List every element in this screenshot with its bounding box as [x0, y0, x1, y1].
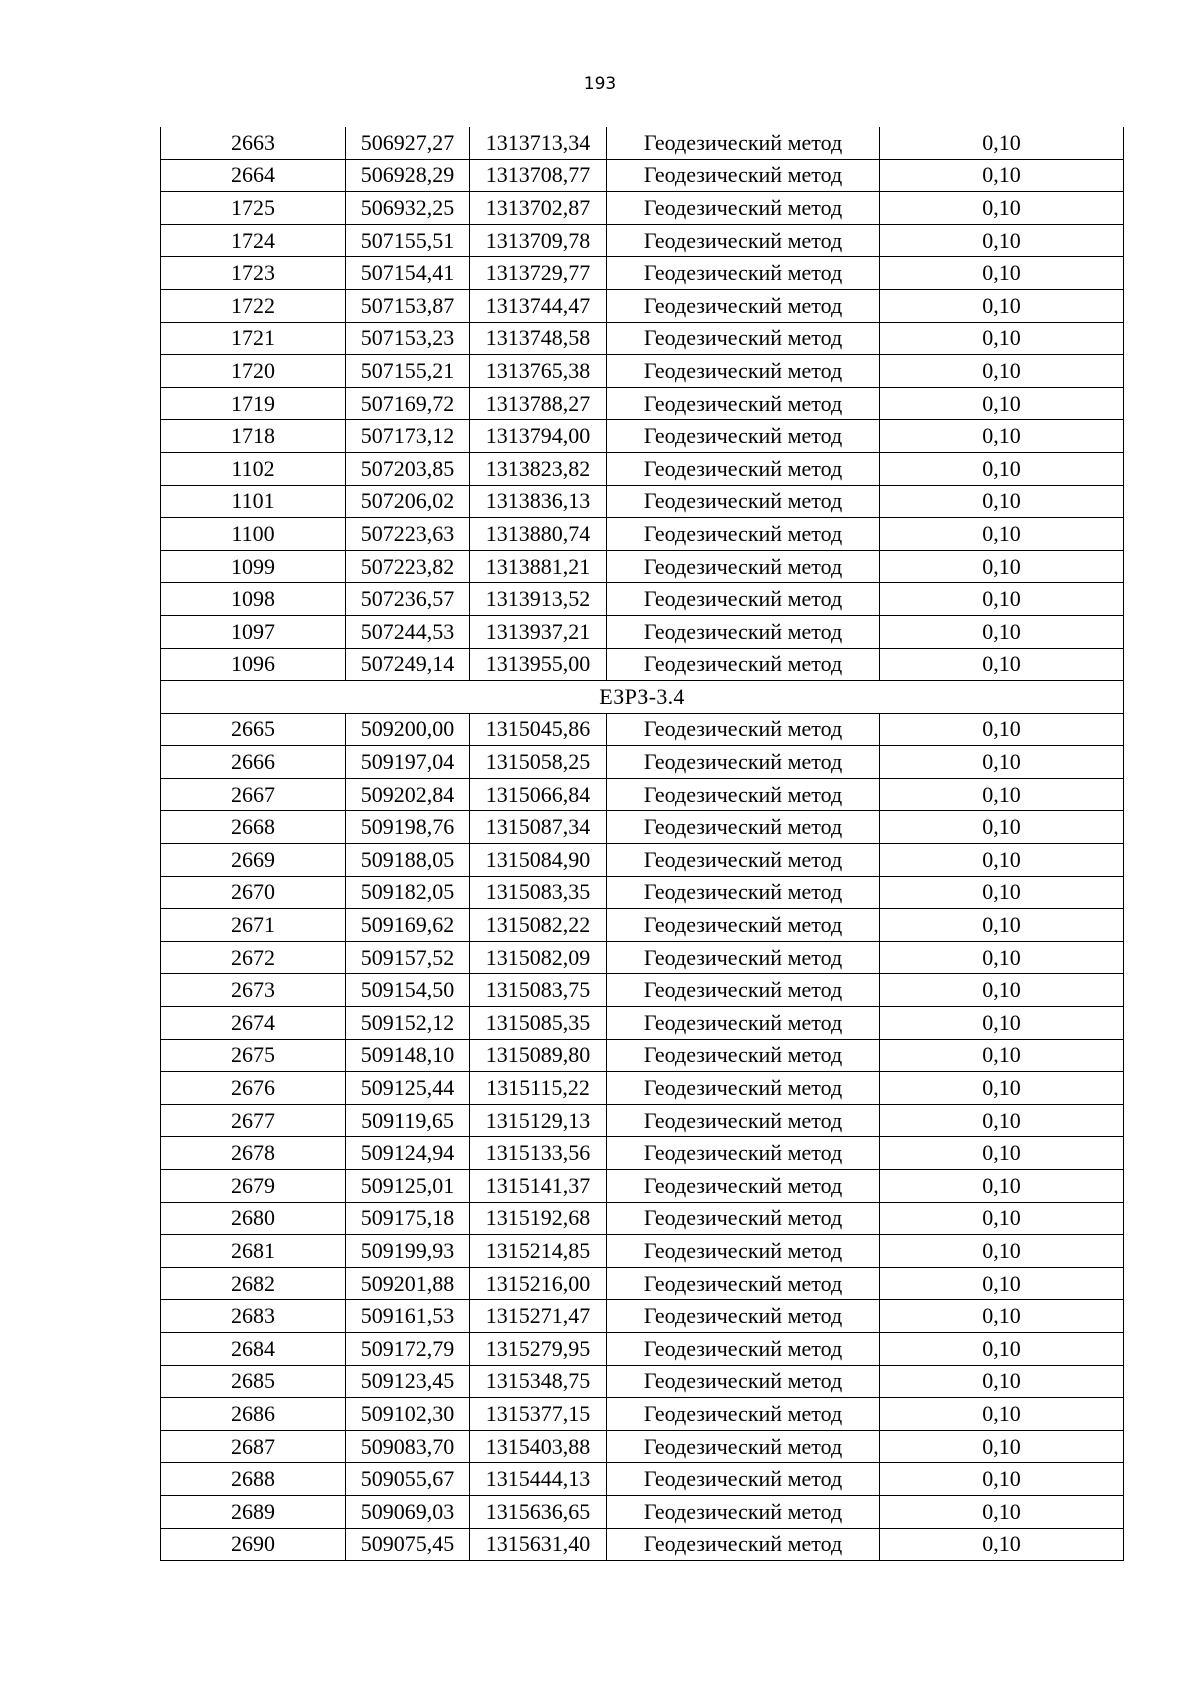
method-cell: Геодезический метод — [607, 909, 880, 942]
method-cell: Геодезический метод — [607, 550, 880, 583]
accuracy-cell: 0,10 — [880, 322, 1124, 355]
accuracy-cell: 0,10 — [880, 1039, 1124, 1072]
y-coordinate-cell: 1315348,75 — [470, 1365, 607, 1398]
y-coordinate-cell: 1313881,21 — [470, 550, 607, 583]
table-row — [161, 1528, 1124, 1561]
x-coordinate-cell: 509157,52 — [346, 941, 470, 974]
y-coordinate-cell: 1313702,87 — [470, 192, 607, 225]
method-cell: Геодезический метод — [607, 257, 880, 290]
x-coordinate-cell: 507155,51 — [346, 224, 470, 257]
accuracy-cell: 0,10 — [880, 811, 1124, 844]
y-coordinate-cell: 1315083,35 — [470, 876, 607, 909]
point-number-cell: 1725 — [161, 192, 346, 225]
method-cell: Геодезический метод — [607, 876, 880, 909]
accuracy-cell: 0,10 — [880, 452, 1124, 485]
point-number-cell: 2664 — [161, 159, 346, 192]
point-number-cell: 2671 — [161, 909, 346, 942]
method-cell: Геодезический метод — [607, 941, 880, 974]
accuracy-cell: 0,10 — [880, 1267, 1124, 1300]
method-cell: Геодезический метод — [607, 615, 880, 648]
table-row — [161, 127, 1124, 159]
accuracy-cell: 0,10 — [880, 1398, 1124, 1431]
method-cell: Геодезический метод — [607, 127, 880, 159]
y-coordinate-cell: 1315089,80 — [470, 1039, 607, 1072]
y-coordinate-cell: 1315444,13 — [470, 1463, 607, 1496]
method-cell: Геодезический метод — [607, 322, 880, 355]
method-cell: Геодезический метод — [607, 485, 880, 518]
method-cell: Геодезический метод — [607, 713, 880, 746]
point-number-cell: 2667 — [161, 778, 346, 811]
y-coordinate-cell: 1313788,27 — [470, 387, 607, 420]
method-cell: Геодезический метод — [607, 518, 880, 551]
table-row — [161, 844, 1124, 877]
table-row — [161, 1039, 1124, 1072]
method-cell: Геодезический метод — [607, 811, 880, 844]
point-number-cell: 1720 — [161, 355, 346, 388]
y-coordinate-cell: 1313823,82 — [470, 452, 607, 485]
method-cell: Геодезический метод — [607, 420, 880, 453]
y-coordinate-cell: 1315082,09 — [470, 941, 607, 974]
y-coordinate-cell: 1313880,74 — [470, 518, 607, 551]
table-row — [161, 811, 1124, 844]
accuracy-cell: 0,10 — [880, 844, 1124, 877]
method-cell: Геодезический метод — [607, 1170, 880, 1203]
table-row — [161, 1007, 1124, 1040]
point-number-cell: 2678 — [161, 1137, 346, 1170]
point-number-cell: 1099 — [161, 550, 346, 583]
x-coordinate-cell: 507249,14 — [346, 648, 470, 681]
method-cell: Геодезический метод — [607, 387, 880, 420]
table-row — [161, 420, 1124, 453]
x-coordinate-cell: 509182,05 — [346, 876, 470, 909]
point-number-cell: 2673 — [161, 974, 346, 1007]
table-row — [161, 1332, 1124, 1365]
accuracy-cell: 0,10 — [880, 387, 1124, 420]
table-row — [161, 1202, 1124, 1235]
method-cell: Геодезический метод — [607, 1398, 880, 1431]
table-row — [161, 1170, 1124, 1203]
method-cell: Геодезический метод — [607, 224, 880, 257]
y-coordinate-cell: 1313836,13 — [470, 485, 607, 518]
point-number-cell: 2683 — [161, 1300, 346, 1333]
section-title: ЕЗРЗ-3.4 — [161, 681, 1124, 714]
x-coordinate-cell: 509200,00 — [346, 713, 470, 746]
accuracy-cell: 0,10 — [880, 1170, 1124, 1203]
accuracy-cell: 0,10 — [880, 1235, 1124, 1268]
method-cell: Геодезический метод — [607, 1332, 880, 1365]
point-number-cell: 2677 — [161, 1104, 346, 1137]
accuracy-cell: 0,10 — [880, 1007, 1124, 1040]
y-coordinate-cell: 1315403,88 — [470, 1430, 607, 1463]
x-coordinate-cell: 507223,82 — [346, 550, 470, 583]
x-coordinate-cell: 509175,18 — [346, 1202, 470, 1235]
y-coordinate-cell: 1315271,47 — [470, 1300, 607, 1333]
point-number-cell: 1102 — [161, 452, 346, 485]
accuracy-cell: 0,10 — [880, 355, 1124, 388]
x-coordinate-cell: 507223,63 — [346, 518, 470, 551]
y-coordinate-cell: 1315083,75 — [470, 974, 607, 1007]
accuracy-cell: 0,10 — [880, 550, 1124, 583]
y-coordinate-cell: 1315058,25 — [470, 746, 607, 779]
method-cell: Геодезический метод — [607, 974, 880, 1007]
x-coordinate-cell: 509172,79 — [346, 1332, 470, 1365]
point-number-cell: 1101 — [161, 485, 346, 518]
y-coordinate-cell: 1313729,77 — [470, 257, 607, 290]
table-row — [161, 648, 1124, 681]
x-coordinate-cell: 509125,44 — [346, 1072, 470, 1105]
x-coordinate-cell: 507206,02 — [346, 485, 470, 518]
table-row — [161, 1104, 1124, 1137]
method-cell: Геодезический метод — [607, 844, 880, 877]
point-number-cell: 1100 — [161, 518, 346, 551]
accuracy-cell: 0,10 — [880, 1300, 1124, 1333]
point-number-cell: 2688 — [161, 1463, 346, 1496]
accuracy-cell: 0,10 — [880, 713, 1124, 746]
x-coordinate-cell: 507153,23 — [346, 322, 470, 355]
x-coordinate-cell: 509202,84 — [346, 778, 470, 811]
table-row — [161, 1300, 1124, 1333]
accuracy-cell: 0,10 — [880, 1430, 1124, 1463]
point-number-cell: 2676 — [161, 1072, 346, 1105]
accuracy-cell: 0,10 — [880, 257, 1124, 290]
y-coordinate-cell: 1315066,84 — [470, 778, 607, 811]
y-coordinate-cell: 1315129,13 — [470, 1104, 607, 1137]
accuracy-cell: 0,10 — [880, 420, 1124, 453]
y-coordinate-cell: 1315085,35 — [470, 1007, 607, 1040]
y-coordinate-cell: 1315216,00 — [470, 1267, 607, 1300]
x-coordinate-cell: 506927,27 — [346, 127, 470, 159]
point-number-cell: 1718 — [161, 420, 346, 453]
method-cell: Геодезический метод — [607, 1007, 880, 1040]
x-coordinate-cell: 509075,45 — [346, 1528, 470, 1561]
accuracy-cell: 0,10 — [880, 648, 1124, 681]
method-cell: Геодезический метод — [607, 192, 880, 225]
method-cell: Геодезический метод — [607, 289, 880, 322]
accuracy-cell: 0,10 — [880, 1528, 1124, 1561]
point-number-cell: 2680 — [161, 1202, 346, 1235]
x-coordinate-cell: 507155,21 — [346, 355, 470, 388]
table-row — [161, 1072, 1124, 1105]
method-cell: Геодезический метод — [607, 1202, 880, 1235]
x-coordinate-cell: 509055,67 — [346, 1463, 470, 1496]
point-number-cell: 1719 — [161, 387, 346, 420]
method-cell: Геодезический метод — [607, 1365, 880, 1398]
y-coordinate-cell: 1315636,65 — [470, 1495, 607, 1528]
accuracy-cell: 0,10 — [880, 159, 1124, 192]
point-number-cell: 1097 — [161, 615, 346, 648]
point-number-cell: 1724 — [161, 224, 346, 257]
table-row — [161, 713, 1124, 746]
y-coordinate-cell: 1315377,15 — [470, 1398, 607, 1431]
table-row — [161, 485, 1124, 518]
x-coordinate-cell: 507154,41 — [346, 257, 470, 290]
x-coordinate-cell: 509123,45 — [346, 1365, 470, 1398]
accuracy-cell: 0,10 — [880, 518, 1124, 551]
point-number-cell: 2690 — [161, 1528, 346, 1561]
method-cell: Геодезический метод — [607, 583, 880, 616]
accuracy-cell: 0,10 — [880, 974, 1124, 1007]
x-coordinate-cell: 507203,85 — [346, 452, 470, 485]
point-number-cell: 1721 — [161, 322, 346, 355]
y-coordinate-cell: 1315141,37 — [470, 1170, 607, 1203]
point-number-cell: 2689 — [161, 1495, 346, 1528]
x-coordinate-cell: 509102,30 — [346, 1398, 470, 1431]
x-coordinate-cell: 509069,03 — [346, 1495, 470, 1528]
method-cell: Геодезический метод — [607, 1072, 880, 1105]
table-row — [161, 1267, 1124, 1300]
point-number-cell: 2679 — [161, 1170, 346, 1203]
point-number-cell: 2663 — [161, 127, 346, 159]
point-number-cell: 2681 — [161, 1235, 346, 1268]
y-coordinate-cell: 1313913,52 — [470, 583, 607, 616]
table-row — [161, 1398, 1124, 1431]
method-cell: Геодезический метод — [607, 1267, 880, 1300]
accuracy-cell: 0,10 — [880, 1365, 1124, 1398]
table-row — [161, 746, 1124, 779]
accuracy-cell: 0,10 — [880, 583, 1124, 616]
y-coordinate-cell: 1315084,90 — [470, 844, 607, 877]
y-coordinate-cell: 1315279,95 — [470, 1332, 607, 1365]
point-number-cell: 2670 — [161, 876, 346, 909]
x-coordinate-cell: 509161,53 — [346, 1300, 470, 1333]
point-number-cell: 1723 — [161, 257, 346, 290]
x-coordinate-cell: 509119,65 — [346, 1104, 470, 1137]
point-number-cell: 2685 — [161, 1365, 346, 1398]
table-row — [161, 550, 1124, 583]
point-number-cell: 2666 — [161, 746, 346, 779]
table-row — [161, 1463, 1124, 1496]
x-coordinate-cell: 507244,53 — [346, 615, 470, 648]
point-number-cell: 1722 — [161, 289, 346, 322]
x-coordinate-cell: 506928,29 — [346, 159, 470, 192]
x-coordinate-cell: 509199,93 — [346, 1235, 470, 1268]
method-cell: Геодезический метод — [607, 1495, 880, 1528]
table-row — [161, 289, 1124, 322]
table-row — [161, 257, 1124, 290]
accuracy-cell: 0,10 — [880, 1137, 1124, 1170]
section-header-row — [161, 681, 1124, 714]
table-row — [161, 224, 1124, 257]
method-cell: Геодезический метод — [607, 1235, 880, 1268]
table-row — [161, 159, 1124, 192]
point-number-cell: 2687 — [161, 1430, 346, 1463]
table-row — [161, 1137, 1124, 1170]
y-coordinate-cell: 1315045,86 — [470, 713, 607, 746]
table-row — [161, 876, 1124, 909]
method-cell: Геодезический метод — [607, 1104, 880, 1137]
accuracy-cell: 0,10 — [880, 192, 1124, 225]
method-cell: Геодезический метод — [607, 452, 880, 485]
method-cell: Геодезический метод — [607, 355, 880, 388]
point-number-cell: 2665 — [161, 713, 346, 746]
point-number-cell: 2668 — [161, 811, 346, 844]
x-coordinate-cell: 507236,57 — [346, 583, 470, 616]
y-coordinate-cell: 1313744,47 — [470, 289, 607, 322]
y-coordinate-cell: 1313794,00 — [470, 420, 607, 453]
x-coordinate-cell: 509083,70 — [346, 1430, 470, 1463]
x-coordinate-cell: 509124,94 — [346, 1137, 470, 1170]
table-row — [161, 615, 1124, 648]
method-cell: Геодезический метод — [607, 746, 880, 779]
y-coordinate-cell: 1313765,38 — [470, 355, 607, 388]
x-coordinate-cell: 509148,10 — [346, 1039, 470, 1072]
y-coordinate-cell: 1313955,00 — [470, 648, 607, 681]
y-coordinate-cell: 1315082,22 — [470, 909, 607, 942]
x-coordinate-cell: 509125,01 — [346, 1170, 470, 1203]
accuracy-cell: 0,10 — [880, 127, 1124, 159]
y-coordinate-cell: 1315214,85 — [470, 1235, 607, 1268]
accuracy-cell: 0,10 — [880, 289, 1124, 322]
accuracy-cell: 0,10 — [880, 224, 1124, 257]
method-cell: Геодезический метод — [607, 1528, 880, 1561]
table-row — [161, 1495, 1124, 1528]
method-cell: Геодезический метод — [607, 1300, 880, 1333]
x-coordinate-cell: 509188,05 — [346, 844, 470, 877]
y-coordinate-cell: 1313709,78 — [470, 224, 607, 257]
accuracy-cell: 0,10 — [880, 746, 1124, 779]
method-cell: Геодезический метод — [607, 1137, 880, 1170]
y-coordinate-cell: 1315133,56 — [470, 1137, 607, 1170]
accuracy-cell: 0,10 — [880, 941, 1124, 974]
coordinates-table-body — [161, 127, 1124, 1561]
table-row — [161, 778, 1124, 811]
point-number-cell: 2682 — [161, 1267, 346, 1300]
table-row — [161, 518, 1124, 551]
point-number-cell: 1098 — [161, 583, 346, 616]
point-number-cell: 2674 — [161, 1007, 346, 1040]
method-cell: Геодезический метод — [607, 1430, 880, 1463]
table-row — [161, 452, 1124, 485]
table-row — [161, 909, 1124, 942]
accuracy-cell: 0,10 — [880, 1332, 1124, 1365]
y-coordinate-cell: 1313748,58 — [470, 322, 607, 355]
x-coordinate-cell: 507169,72 — [346, 387, 470, 420]
method-cell: Геодезический метод — [607, 648, 880, 681]
page-number: 193 — [583, 74, 617, 94]
accuracy-cell: 0,10 — [880, 909, 1124, 942]
table-row — [161, 583, 1124, 616]
table-row — [161, 1235, 1124, 1268]
y-coordinate-cell: 1315087,34 — [470, 811, 607, 844]
point-number-cell: 2684 — [161, 1332, 346, 1365]
accuracy-cell: 0,10 — [880, 1104, 1124, 1137]
table-row — [161, 192, 1124, 225]
accuracy-cell: 0,10 — [880, 1202, 1124, 1235]
x-coordinate-cell: 509197,04 — [346, 746, 470, 779]
accuracy-cell: 0,10 — [880, 1072, 1124, 1105]
y-coordinate-cell: 1313713,34 — [470, 127, 607, 159]
accuracy-cell: 0,10 — [880, 876, 1124, 909]
y-coordinate-cell: 1313708,77 — [470, 159, 607, 192]
table-row — [161, 974, 1124, 1007]
y-coordinate-cell: 1313937,21 — [470, 615, 607, 648]
accuracy-cell: 0,10 — [880, 1495, 1124, 1528]
coordinates-table — [160, 127, 1124, 1561]
x-coordinate-cell: 507153,87 — [346, 289, 470, 322]
method-cell: Геодезический метод — [607, 159, 880, 192]
accuracy-cell: 0,10 — [880, 1463, 1124, 1496]
x-coordinate-cell: 509201,88 — [346, 1267, 470, 1300]
table-row — [161, 941, 1124, 974]
x-coordinate-cell: 507173,12 — [346, 420, 470, 453]
accuracy-cell: 0,10 — [880, 778, 1124, 811]
x-coordinate-cell: 509169,62 — [346, 909, 470, 942]
point-number-cell: 2672 — [161, 941, 346, 974]
method-cell: Геодезический метод — [607, 1039, 880, 1072]
point-number-cell: 1096 — [161, 648, 346, 681]
x-coordinate-cell: 509198,76 — [346, 811, 470, 844]
y-coordinate-cell: 1315192,68 — [470, 1202, 607, 1235]
y-coordinate-cell: 1315631,40 — [470, 1528, 607, 1561]
table-row — [161, 1365, 1124, 1398]
point-number-cell: 2669 — [161, 844, 346, 877]
method-cell: Геодезический метод — [607, 778, 880, 811]
table-row — [161, 322, 1124, 355]
x-coordinate-cell: 506932,25 — [346, 192, 470, 225]
table-row — [161, 1430, 1124, 1463]
point-number-cell: 2686 — [161, 1398, 346, 1431]
table-row — [161, 387, 1124, 420]
method-cell: Геодезический метод — [607, 1463, 880, 1496]
x-coordinate-cell: 509154,50 — [346, 974, 470, 1007]
accuracy-cell: 0,10 — [880, 485, 1124, 518]
point-number-cell: 2675 — [161, 1039, 346, 1072]
accuracy-cell: 0,10 — [880, 615, 1124, 648]
y-coordinate-cell: 1315115,22 — [470, 1072, 607, 1105]
table-row — [161, 355, 1124, 388]
x-coordinate-cell: 509152,12 — [346, 1007, 470, 1040]
